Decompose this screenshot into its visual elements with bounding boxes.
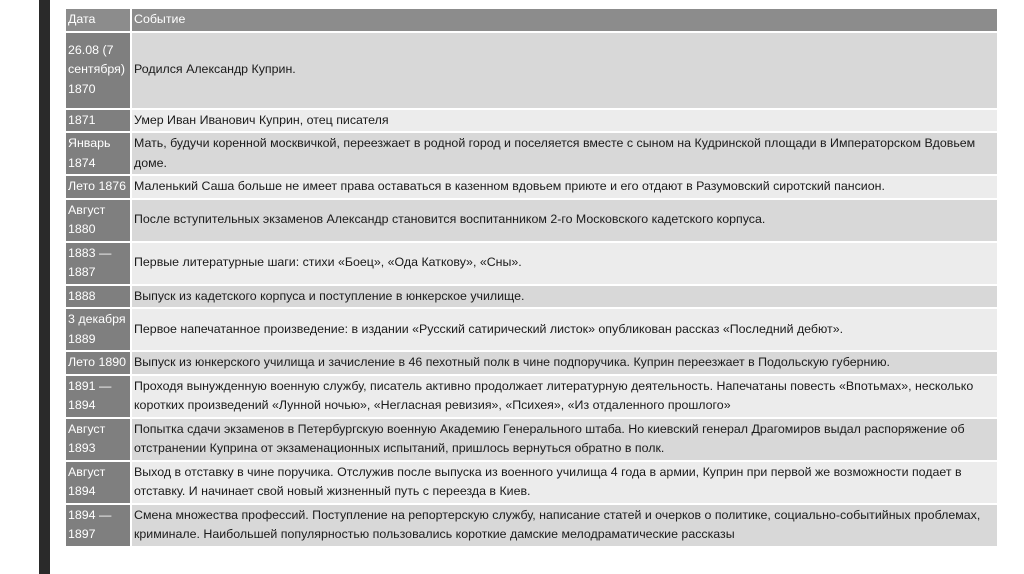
table-row [66,199,997,242]
row-event: Выпуск из юнкерского училища и зачисление в 46 пехотный полк в чине подпоручика. Куприн переезжает в Подольскую губернию. [131,351,997,375]
row-event: Смена множества профессий. Поступление на репортерскую службу, написание статей и очерков о политике, социально-событийных проблемах, криминале. Наибольшей популярностью пользовались короткие дамские мелодраматические рассказы [131,504,997,547]
row-event: Выход в отставку в чине поручика. Отслужив после выпуска из военного училища 4 года в армии, Куприн при первой же возможности подает в отставку. И начинает свой новый жизненный путь с переезда в Киев. [131,461,997,504]
table-row [66,308,997,351]
table-row [66,242,997,285]
table-row [66,109,997,133]
row-event: Выпуск из кадетского корпуса и поступление в юнкерское училище. [131,285,997,309]
timeline-table-container [66,9,997,548]
table-row [66,132,997,175]
row-event: Маленький Саша больше не имеет права оставаться в казенном вдовьем приюте и его отдают в Разумовский сиротский пансион. [131,175,997,199]
row-date: 1888 [66,285,131,309]
table-row [66,375,997,418]
row-event: Первые литературные шаги: стихи «Боец», «Ода Каткову», «Сны». [131,242,997,285]
row-event: После вступительных экзаменов Александр становится воспитанником 2-го Московского кадетского корпуса. [131,199,997,242]
row-event: Проходя вынужденную военную службу, писатель активно продолжает литературную деятельность. Напечатаны повесть «Впотьмах», несколько коротких произведений «Лунной ночью», «Негласная ревизия», «Психея», «Из отдаленного прошлого» [131,375,997,418]
table-row [66,175,997,199]
timeline-table [66,9,997,548]
table-row [66,461,997,504]
row-date: Август 1893 [66,418,131,461]
row-date: Август 1880 [66,199,131,242]
row-date: Август 1894 [66,461,131,504]
row-event: Умер Иван Иванович Куприн, отец писателя [131,109,997,133]
row-date: 1871 [66,109,131,133]
date-column-header: Дата [66,9,131,32]
row-event: Мать, будучи коренной москвичкой, переезжает в родной город и поселяется вместе с сыном на Кудринской площади в Императорском Вдовьем доме. [131,132,997,175]
row-event: Родился Александр Куприн. [131,32,997,109]
row-date: Лето 1876 [66,175,131,199]
row-date: Январь 1874 [66,132,131,175]
row-date: 3 декабря 1889 [66,308,131,351]
event-column-header: Событие [131,9,997,32]
row-event: Попытка сдачи экзаменов в Петербургскую военную Академию Генерального штаба. Но киевский генерал Драгомиров выдал распоряжение об отстранении Куприна от экзаменационных испытаний, пришлось вернуться обратно в полк. [131,418,997,461]
slide-left-accent-bar [39,0,50,574]
table-header-row [66,9,997,32]
row-date: Лето 1890 [66,351,131,375]
table-row [66,418,997,461]
row-date: 1883 — 1887 [66,242,131,285]
row-date: 1894 — 1897 [66,504,131,547]
table-row [66,351,997,375]
table-row [66,504,997,547]
table-row [66,285,997,309]
row-event: Первое напечатанное произведение: в издании «Русский сатирический листок» опубликован рассказ «Последний дебют». [131,308,997,351]
table-row [66,32,997,109]
row-date: 1891 — 1894 [66,375,131,418]
row-date: 26.08 (7 сентября) 1870 [66,32,131,109]
